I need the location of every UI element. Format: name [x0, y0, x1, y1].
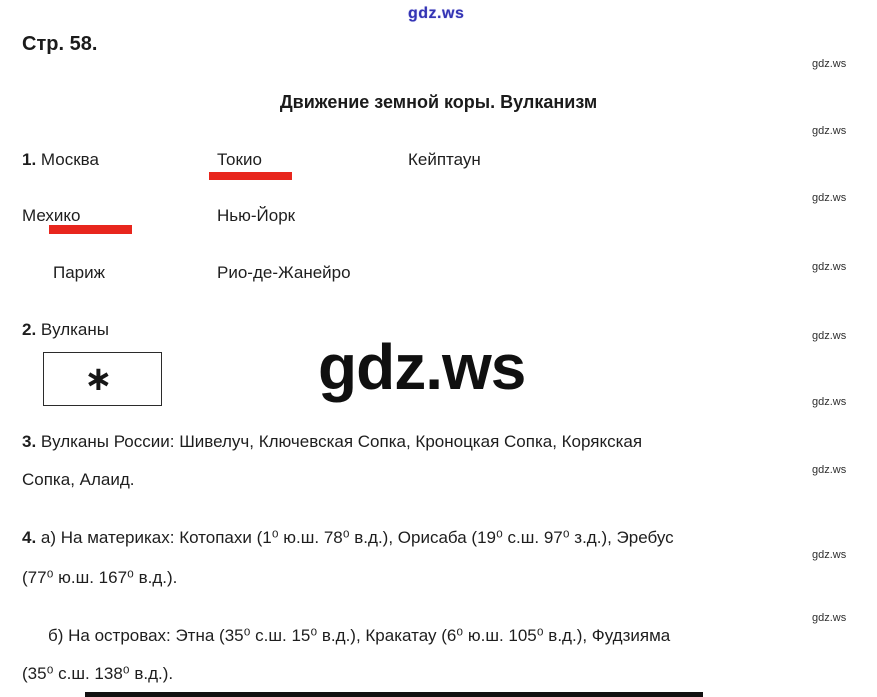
bottom-divider-bar: [85, 692, 703, 697]
margin-watermark: gdz.ws: [812, 549, 847, 561]
task3-line2: Сопка, Алаид.: [22, 470, 135, 489]
task4b-line2: (35⁰ с.ш. 138⁰ в.д.).: [22, 664, 174, 683]
task4a-text1: а) На материках: Котопахи (1⁰ ю.ш. 78⁰ в.д.), Орисаба (19⁰ с.ш. 97⁰ з.д.), Эребус: [40, 528, 674, 547]
task4a-line1: [22, 527, 674, 548]
margin-watermark: gdz.ws: [812, 612, 847, 624]
task4b-line1: б) На островах: Этна (35⁰ с.ш. 15⁰ в.д.), Кракатау (6⁰ ю.ш. 105⁰ в.д.), Фудзияма: [48, 626, 671, 645]
task4a-line2: (77⁰ ю.ш. 167⁰ в.д.).: [22, 568, 178, 587]
red-underline-mexico: [49, 225, 132, 234]
margin-watermark: gdz.ws: [812, 464, 847, 476]
margin-watermark: gdz.ws: [812, 261, 847, 273]
city-capetown: Кейптаун: [408, 150, 481, 169]
task2-line: [22, 319, 109, 340]
site-logo: gdz.ws: [408, 5, 465, 22]
task2-number: 2.: [22, 320, 37, 339]
page-number-heading: Стр. 58.: [22, 33, 98, 55]
task1-number: 1.: [22, 150, 37, 169]
page-title: Движение земной коры. Вулканизм: [279, 92, 598, 112]
city-moscow: Москва: [40, 150, 99, 169]
task1-cell: [22, 149, 99, 170]
task2-label: Вулканы: [40, 320, 109, 339]
city-paris: Париж: [53, 263, 105, 282]
large-watermark: gdz.ws: [318, 331, 526, 403]
margin-watermark: gdz.ws: [812, 192, 847, 204]
city-tokyo: Токио: [217, 150, 262, 169]
task4-number: 4.: [22, 528, 37, 547]
city-newyork: Нью-Йорк: [217, 206, 296, 225]
margin-watermark: gdz.ws: [812, 58, 847, 70]
city-mexico: Мехико: [22, 206, 81, 225]
task3-text1: Вулканы России: Шивелуч, Ключевская Сопка, Кроноцкая Сопка, Корякская: [40, 432, 643, 451]
task3-line1: [22, 431, 642, 452]
margin-watermark: gdz.ws: [812, 330, 847, 342]
margin-watermark: gdz.ws: [812, 396, 847, 408]
asterisk-symbol: ∗: [84, 360, 113, 398]
task3-number: 3.: [22, 432, 37, 451]
city-riodejaneiro: Рио-де-Жанейро: [217, 263, 351, 282]
red-underline-tokyo: [209, 172, 292, 180]
margin-watermark: gdz.ws: [812, 125, 847, 137]
legend-symbol-box: [43, 352, 162, 406]
